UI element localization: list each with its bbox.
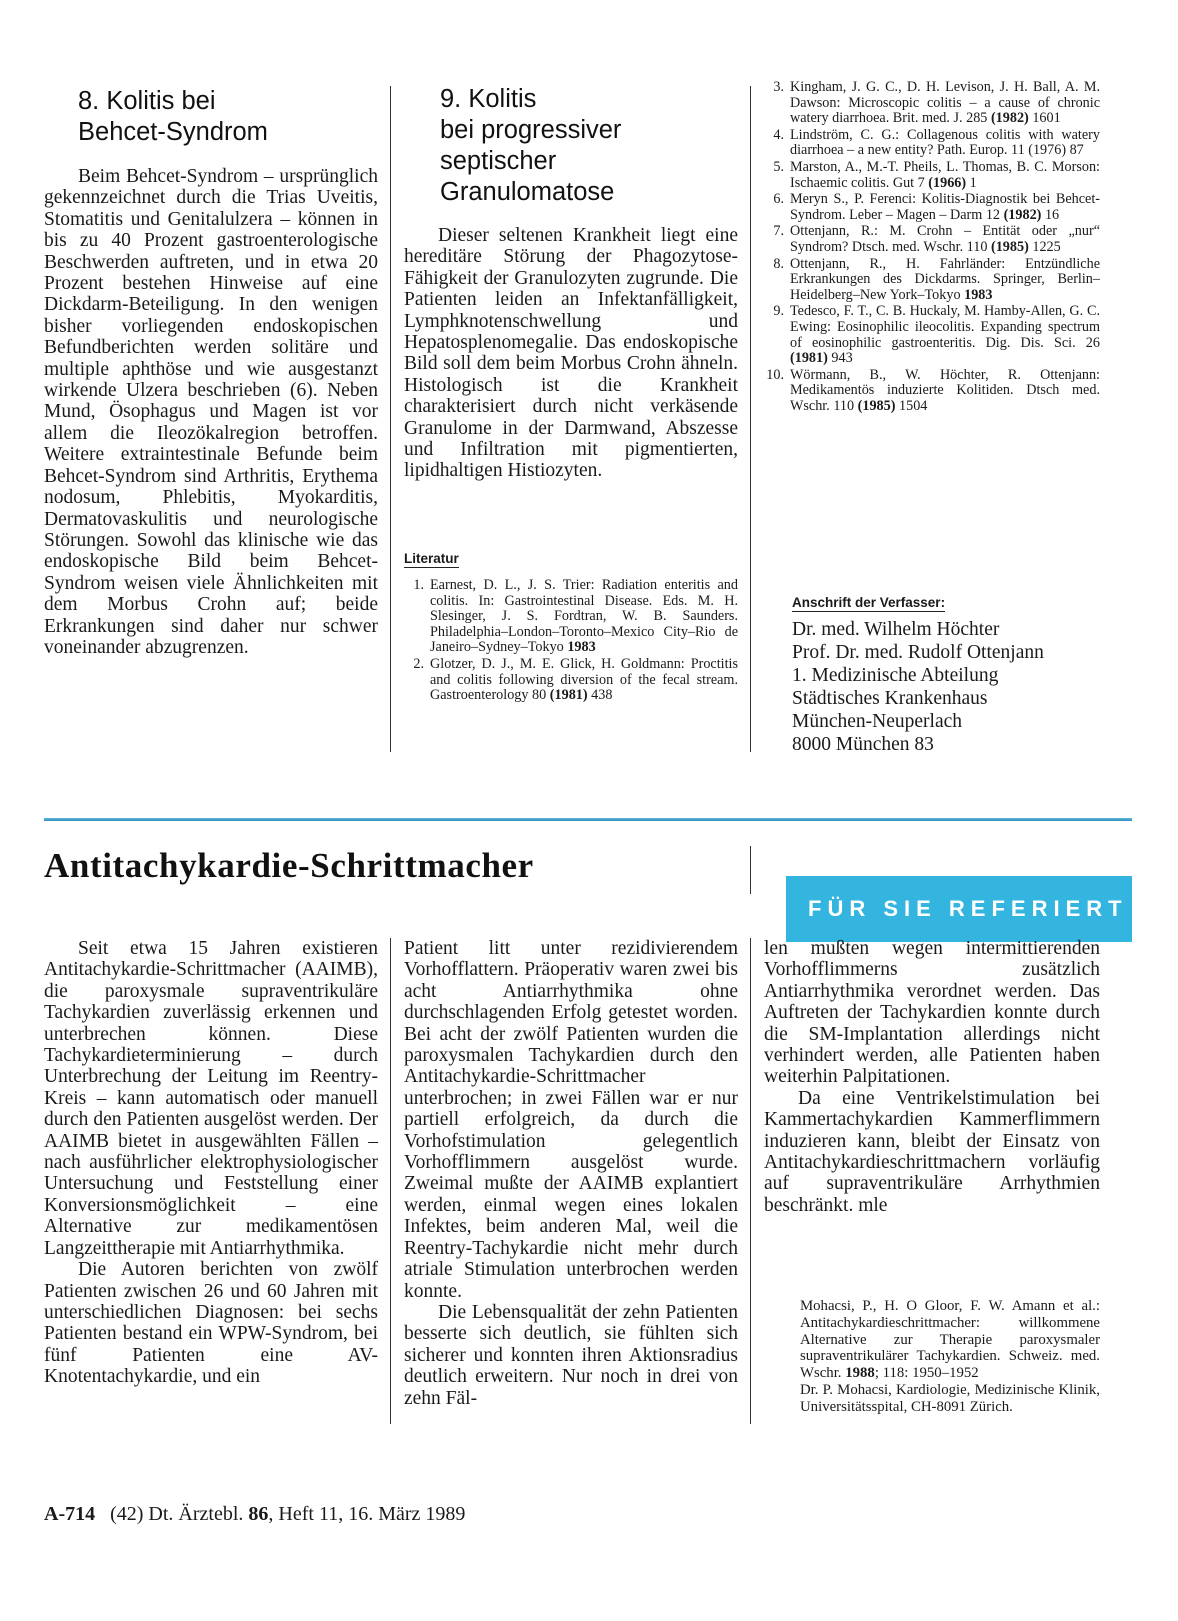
reference-item <box>764 304 1100 366</box>
reference-pages: 16 <box>1041 206 1060 223</box>
address-lines <box>792 618 1112 756</box>
literature-block <box>404 550 738 705</box>
reference-number: 5. <box>773 158 784 175</box>
source-reference <box>800 1298 1100 1382</box>
source-year: 1988 <box>845 1365 875 1382</box>
reference-item <box>764 128 1100 159</box>
section-9 <box>440 84 740 208</box>
reference-text: Lindström, C. G.: Collagenous colitis with watery diarrhoea – a new entity? Path. Europ. 11 (1976) 87 <box>790 126 1100 159</box>
address-line: Dr. med. Wilhelm Höchter <box>792 619 1000 640</box>
column-divider <box>750 846 751 894</box>
reference-number: 8. <box>773 255 784 272</box>
address-heading: Anschrift der Verfasser: <box>792 595 946 610</box>
reference-year: (1966) <box>928 174 967 191</box>
section-8 <box>78 86 378 148</box>
section-8-title <box>78 86 378 148</box>
reference-item <box>764 80 1100 127</box>
article-column-2 <box>404 938 738 1409</box>
address-line: 1. Medizinische Abteilung <box>792 665 999 686</box>
reference-number: 2. <box>413 655 424 672</box>
reference-year: (1981) <box>790 350 828 367</box>
section-divider-rule <box>44 818 1132 821</box>
section-9-title-line4: Granulomatose <box>440 178 615 206</box>
article-title: Antitachykardie-Schrittmacher <box>44 846 534 885</box>
section-9-body <box>404 225 738 482</box>
paragraph: Die Autoren berichten von zwölf Patienten zwischen 26 und 60 Jahren mit unterschiedlichen Diagnosen: bei sechs Patienten bestand ein WPW-Syndrom, bei fünf Patienten eine AV-Knotentachykardie, und ein <box>44 1259 378 1388</box>
reference-text: Kingham, J. G. C., D. H. Levison, J. H. Ball, A. M. Dawson: Microscopic colitis – a cause of chronic watery diarrhoea. Brit. med. J. 285 <box>790 79 1100 127</box>
column-divider <box>390 86 391 752</box>
banner-label: FÜR SIE REFERIERT <box>808 896 1128 921</box>
reference-number: 7. <box>773 223 784 240</box>
reference-pages: 438 <box>587 687 613 704</box>
source-citation <box>800 1298 1100 1416</box>
reference-year: (1981) <box>549 687 588 704</box>
page-number: A-714 <box>44 1503 96 1525</box>
section-9-title <box>440 84 740 208</box>
reference-text: Ottenjann, R., H. Fahrländer: Entzündliche Erkrankungen des Dickdarms. Springer, Berlin–Heidelberg–New York–Tokyo <box>790 255 1100 303</box>
reference-list-1 <box>404 578 738 704</box>
address-line: 8000 München 83 <box>792 734 934 755</box>
section-8-title-line1: 8. Kolitis bei <box>78 87 216 115</box>
reference-item <box>404 578 738 656</box>
paragraph: Da eine Ventrikelstimulation bei Kammertachykardien Kammerflimmern induzieren kann, bleibt der Einsatz von Antitachykardieschrittmachern vorläufig auf supraventrikuläre Arrhythmien beschränkt. mle <box>764 1087 1100 1216</box>
source-author-address: Dr. P. Mohacsi, Kardiologie, Medizinische Klinik, Universitätsspital, CH-8091 Zürich. <box>800 1381 1100 1415</box>
literature-continued <box>764 80 1100 415</box>
reference-pages: 1601 <box>1028 110 1061 127</box>
reference-number: 6. <box>773 191 784 208</box>
reference-item <box>404 657 738 704</box>
reference-year: 1983 <box>964 286 993 303</box>
section-9-title-line2: bei progressiver <box>440 116 622 144</box>
reference-item <box>764 368 1100 415</box>
reference-list-2 <box>764 80 1100 414</box>
literature-heading: Literatur <box>404 551 459 566</box>
reference-text: Meryn S., P. Ferenci: Kolitis-Diagnostik bei Behcet-Syndrom. Leber – Magen – Darm 12 <box>790 191 1100 223</box>
reference-year: (1985) <box>857 397 896 414</box>
source-text: Mohacsi, P., H. O Gloor, F. W. Amann et al.: Antitachykardieschrittmacher: willkommene Alternative zur Therapie paroxysmaler supraventrikulärer Tachykardien. Schweiz. med. Wschr. <box>800 1298 1100 1382</box>
section-9-title-line3: septischer <box>440 147 557 175</box>
reference-year: (1985) <box>990 238 1029 255</box>
address-line: Prof. Dr. med. Rudolf Ottenjann <box>792 642 1044 663</box>
reference-pages: 1225 <box>1028 238 1061 255</box>
paragraph: Patient litt unter rezidivierendem Vorhofflattern. Präoperativ waren zwei bis acht Antiarrhythmika ohne durchschlagenden Erfolg getestet worden. Bei acht der zwölf Patienten wurden die paroxysmalen Tachykardien durch den Antitachykardie-Schrittmacher unterbrochen; in zwei Fällen war er nur partiell erfolgreich, da durch die Vorhofstimulation gelegentlich Vorhofflimmern ausgelöst wurde. Zweimal mußte der AAIMB explantiert werden, einmal wegen eines lokalen Infektes, beim anderen Mal, weil die Reentry-Tachykardie nicht mehr durch atriale Stimulation unterbrochen werden konnte. <box>404 938 738 1302</box>
journal-issue: (42) Dt. Ärztebl. <box>110 1503 244 1525</box>
column-divider <box>750 938 751 1424</box>
reference-number: 3. <box>773 79 784 95</box>
reference-pages: 943 <box>827 350 853 367</box>
paragraph: Die Lebensqualität der zehn Patienten besserte sich deutlich, sie fühlten sich sicherer und konnten ihren Aktionsradius deutlich erweitern. Nur noch in drei von zehn Fäl- <box>404 1301 738 1409</box>
reference-pages: 1 <box>966 174 977 191</box>
reference-text: Earnest, D. L., J. S. Trier: Radiation enteritis and colitis. In: Gastrointestinal Disease. Eds. M. H. Slesinger, J. S. Fordtran, W. B. Saunders. Philadelphia–London–Toronto–Mexico City–Rio de Janeiro–Sydney–Tokyo <box>430 577 738 656</box>
paragraph: len mußten wegen intermittierenden Vorhofflimmerns zusätzlich Antiarrhythmika verordnet werden. Das Auftreten der Tachykardien konnte durch die SM-Implantation allerdings nicht verhindert werden, alle Patienten haben weiterhin Palpitationen. <box>764 938 1100 1088</box>
reference-text: Ottenjann, R.: M. Crohn – Entität oder „nur“ Syndrom? Dtsch. med. Wschr. 110 <box>790 223 1100 255</box>
address-line: München-Neuperlach <box>792 711 963 732</box>
reference-text: Glotzer, D. J., M. E. Glick, H. Goldmann: Proctitis and colitis following diversion of the fecal stream. Gastroenterology 80 <box>430 655 738 704</box>
reference-year: (1982) <box>1003 206 1042 223</box>
section-9-title-line1: 9. Kolitis <box>440 85 537 113</box>
page-footer <box>44 1503 465 1526</box>
reference-number: 9. <box>773 303 784 320</box>
for-you-reviewed-banner <box>786 876 1132 942</box>
reference-text: Wörmann, B., W. Höchter, R. Ottenjann: Medikamentös induzierte Kolitiden. Dtsch med. Wschr. 110 <box>790 366 1100 414</box>
reference-number: 4. <box>773 126 784 143</box>
section-9-paragraph: Dieser seltenen Krankheit liegt eine hereditäre Störung der Phagozytose-Fähigkeit der Granulozyten zugrunde. Die Patienten leiden an Infektanfälligkeit, Lymphknotenschwellung und Hepatosplenomegalie. Das endoskopische Bild soll dem beim Morbus Crohn ähneln. Histologisch ist die Krankheit charakterisiert durch nicht verkäsende Granulome in der Darmwand, Abszesse und Infiltration mit pigmentierten, lipidhaltigen Histiozyten. <box>404 225 738 482</box>
journal-date: , Heft 11, 16. März 1989 <box>268 1503 466 1525</box>
reference-item <box>764 257 1100 304</box>
section-8-title-line2: Behcet-Syndrom <box>78 118 268 146</box>
source-pages: ; 118: 1950–1952 <box>874 1365 979 1382</box>
author-address <box>792 594 1112 756</box>
address-line: Städtisches Krankenhaus <box>792 688 988 709</box>
section-8-body <box>44 166 378 658</box>
reference-year: (1982) <box>990 110 1029 127</box>
reference-pages: 1504 <box>895 397 928 414</box>
column-divider <box>750 86 751 752</box>
journal-volume: 86 <box>248 1503 269 1525</box>
paragraph: Seit etwa 15 Jahren existieren Antitachykardie-Schrittmacher (AAIMB), die paroxysmale supraventrikuläre Tachykardien zuverlässig erkennen und unterbrechen können. Diese Tachykardieterminierung – durch Unterbrechung der Leitung im Reentry-Kreis – kann automatisch oder manuell durch den Patienten ausgelöst werden. Der AAIMB bietet in ausgewählten Fällen – nach ausführlicher elektrophysiologischer Untersuchung und Feststellung einer Konversionsmöglichkeit – eine Alternative zur medikamentösen Langzeittherapie mit Antiarrhythmika. <box>44 938 378 1259</box>
reference-number: 10. <box>766 366 784 383</box>
reference-item <box>764 160 1100 191</box>
reference-item <box>764 192 1100 223</box>
article-column-3 <box>764 938 1100 1216</box>
column-divider <box>390 938 391 1424</box>
article-column-1 <box>44 938 378 1388</box>
reference-year: 1983 <box>567 639 596 656</box>
reference-text: Marston, A., M.-T. Pheils, L. Thomas, B. C. Morson: Ischaemic colitis. Gut 7 <box>790 158 1100 191</box>
reference-number: 1. <box>413 577 424 593</box>
section-8-paragraph: Beim Behcet-Syndrom – ursprünglich gekennzeichnet durch die Trias Uveitis, Stomatitis und Genitalulzera – können in bis zu 40 Prozent gastroenterologische Beschwerden auftreten, und in etwa 20 Prozent bestehen Hinweise auf eine Dickdarm-Beteiligung. In den wenigen bisher vorliegenden endoskopischen Befundberichten werden solitäre und multiple aphthöse und wie ausgestanzt wirkende Ulzera beschrieben (6). Neben Mund, Ösophagus und Magen ist vor allem die Ileozökalregion betroffen. Weitere extraintestinale Befunde beim Behcet-Syndrom sind Arthritis, Erythema nodosum, Phlebitis, Myokarditis, Dermatovaskulitis und neurologische Störungen. Sowohl das klinische wie das endoskopische Bild beim Behcet-Syndrom weisen viele Ähnlichkeiten mit dem Morbus Crohn auf; beide Erkrankungen sind daher nur schwer voneinander abzugrenzen. <box>44 166 378 658</box>
reference-item <box>764 224 1100 255</box>
reference-text: Tedesco, F. T., C. B. Huckaly, M. Hamby-Allen, G. C. Ewing: Eosinophilic ileocolitis. Expanding spectrum of eosinophilic gastroenteritis. Dig. Dis. Sci. 26 <box>790 303 1100 351</box>
